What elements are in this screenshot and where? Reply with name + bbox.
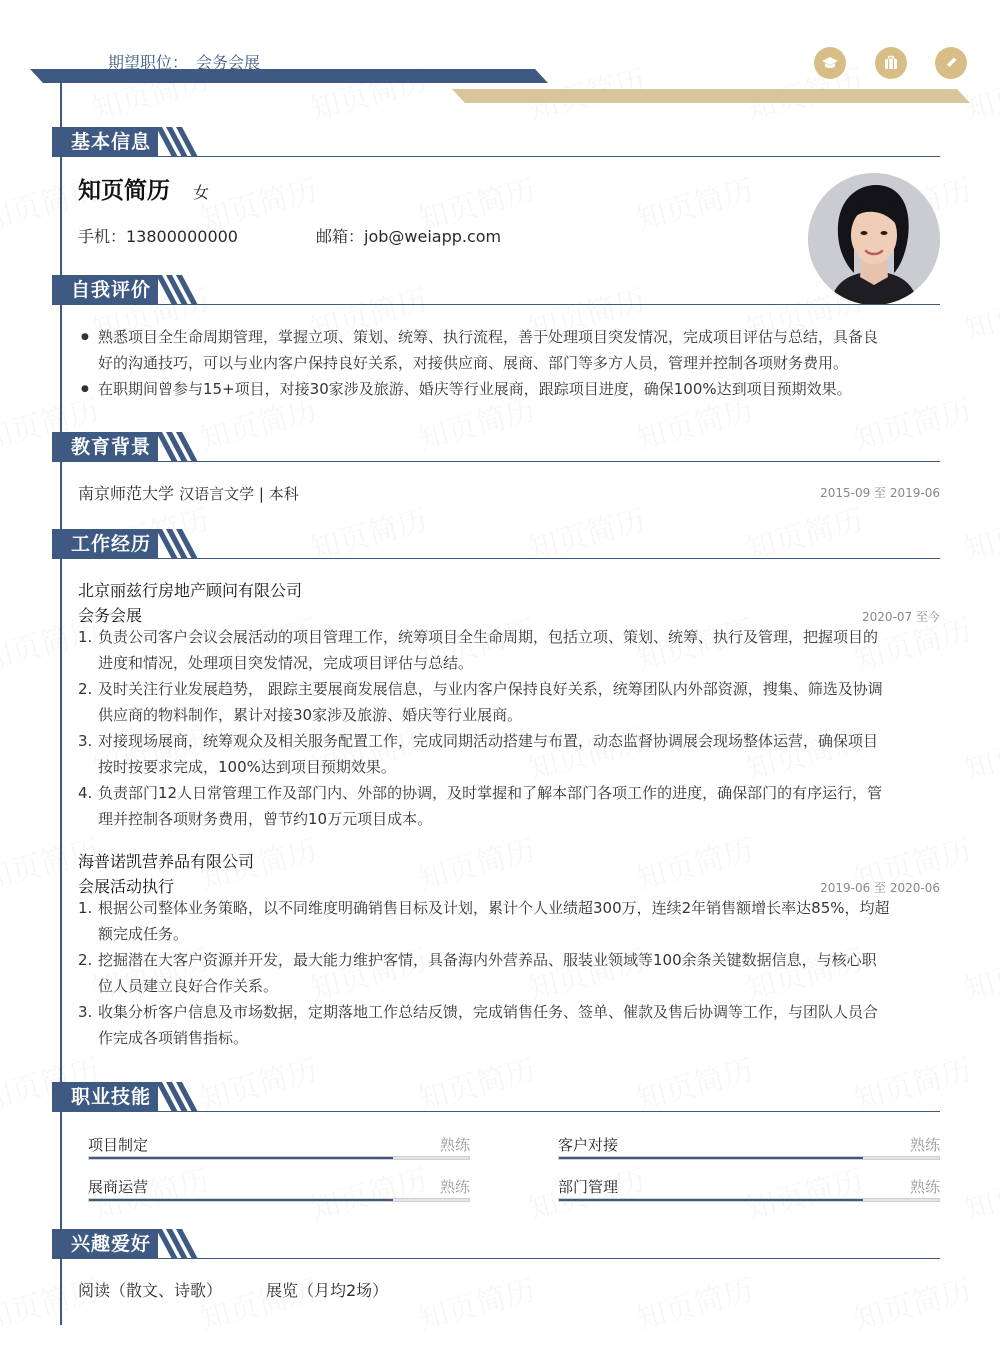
section-education xyxy=(52,432,940,462)
job-duty-item xyxy=(78,624,940,676)
section-hobbies xyxy=(52,1229,940,1259)
duty-line: 及时关注行业发展趋势， 跟踪主要展商发展信息，与业内客户保持良好关系，统筹团队内外部资源，搜集、筛选及协调 xyxy=(98,680,883,698)
skill-bar-fill xyxy=(559,1199,863,1201)
watermark-text xyxy=(630,825,757,899)
duty-line: 进度和情况，处理项目突发情况，完成项目评估与总结。 xyxy=(98,654,474,672)
section-divider xyxy=(52,156,940,157)
job-date: 2019-06 至 2020-06 xyxy=(820,881,940,895)
duty-line: 作完成各项销售指标。 xyxy=(98,1029,249,1047)
duty-number: 3. xyxy=(78,1003,93,1021)
section-self-evaluation xyxy=(52,275,940,305)
job-duty-item xyxy=(78,999,940,1051)
duty-line: 负责公司客户会议会展活动的项目管理工作，统筹项目全生命周期，包括立项、策划、统筹、执行及管理，把握项目的 xyxy=(98,628,879,646)
watermark-text xyxy=(958,1155,1000,1229)
target-position-label: 期望职位： xyxy=(108,53,189,72)
major-degree: 汉语言文学 | 本科 xyxy=(179,485,299,503)
section-title: 自我评价 xyxy=(52,275,158,305)
section-title: 教育背景 xyxy=(52,432,158,462)
hobby-item: 展览（月均2场） xyxy=(266,1281,389,1300)
watermark-text xyxy=(958,275,1000,349)
watermark-text xyxy=(848,1265,975,1339)
skill-level: 熟练 xyxy=(439,1136,470,1154)
skill-name: 展商运营 xyxy=(88,1178,149,1196)
target-position xyxy=(108,50,268,73)
email-address[interactable]: 邮箱：job@weiapp.com xyxy=(316,227,502,246)
skill-bar xyxy=(88,1156,470,1160)
company-name: 海普诺凯营养品有限公司 xyxy=(78,852,255,871)
watermark-text xyxy=(958,715,1000,789)
education-date: 2015-09 至 2019-06 xyxy=(820,486,940,500)
section-basic-info xyxy=(52,127,940,157)
skill-bar xyxy=(88,1198,470,1202)
company-name: 北京丽兹行房地产顾问有限公司 xyxy=(78,581,303,600)
job-duty-item xyxy=(78,728,940,780)
job-duties-list xyxy=(78,624,940,832)
self-evaluation-list xyxy=(78,324,940,402)
skill-item xyxy=(558,1176,940,1202)
watermark-text xyxy=(630,165,757,239)
duty-number: 2. xyxy=(78,680,93,698)
section-title: 兴趣爱好 xyxy=(52,1229,158,1259)
banner-stripe-tan xyxy=(452,89,970,103)
skill-level: 熟练 xyxy=(909,1136,940,1154)
self-evaluation-item xyxy=(78,376,940,402)
duty-line: 负责部门12人日常管理工作及部门内、外部的协调，及时掌握和了解本部门各项工作的进度，确保部门的有序运行，管 xyxy=(98,784,883,802)
skill-item xyxy=(88,1176,470,1202)
job-role: 会展活动执行 xyxy=(78,877,175,896)
duty-line: 挖掘潜在大客户资源并开发，最大能力维护客情，具备海内外营养品、服装业领域等100余条关键数据信息，与核心职 xyxy=(98,951,877,969)
job-role: 会务会展 xyxy=(78,606,143,625)
self-evaluation-item xyxy=(78,324,940,376)
graduation-cap-icon[interactable] xyxy=(814,47,846,79)
pen-icon[interactable] xyxy=(935,47,967,79)
self-evaluation-line: 好的沟通技巧，可以与业内客户保持良好关系，对接供应商、展商、部门等多方人员，管理并控制各项财务费用。 xyxy=(98,354,849,372)
job-duty-item xyxy=(78,676,940,728)
skill-name: 项目制定 xyxy=(88,1136,149,1154)
skill-bar-fill xyxy=(559,1157,863,1159)
section-work-experience xyxy=(52,529,940,559)
school-name: 南京师范大学 xyxy=(78,484,175,503)
skill-name: 客户对接 xyxy=(558,1136,619,1154)
duty-line: 根据公司整体业务策略，以不同维度明确销售目标及计划，累计个人业绩超300万，连续2年销售额增长率达85%，均超 xyxy=(98,899,890,917)
education-entry xyxy=(78,481,299,507)
duty-number: 3. xyxy=(78,732,93,750)
skill-item xyxy=(88,1134,470,1160)
skill-item xyxy=(558,1134,940,1160)
duty-number: 4. xyxy=(78,784,93,802)
section-title: 工作经历 xyxy=(52,529,158,559)
duty-line: 理并控制各项财务费用，曾节约10万元项目成本。 xyxy=(98,810,433,828)
duty-number: 1. xyxy=(78,628,93,646)
duty-line: 按时按要求完成，100%达到项目预期效果。 xyxy=(98,758,396,776)
duty-line: 位人员建立良好合作关系。 xyxy=(98,977,279,995)
target-position-value: 会务会展 xyxy=(196,53,261,72)
watermark-text xyxy=(958,935,1000,1009)
section-divider xyxy=(52,558,940,559)
job-duties-list xyxy=(78,895,940,1051)
duty-line: 额完成任务。 xyxy=(98,925,189,943)
skill-bar xyxy=(558,1156,940,1160)
duty-number: 2. xyxy=(78,951,93,969)
job-duty-item xyxy=(78,895,940,947)
skill-level: 熟练 xyxy=(439,1178,470,1196)
watermark-text xyxy=(412,825,539,899)
duty-number: 1. xyxy=(78,899,93,917)
duty-line: 收集分析客户信息及市场数据，定期落地工作总结反馈，完成销售任务、签单、催款及售后协调等工作，与团队人员合 xyxy=(98,1003,879,1021)
section-title: 基本信息 xyxy=(52,127,158,157)
section-skills xyxy=(52,1082,940,1112)
watermark-text xyxy=(630,1265,757,1339)
section-divider xyxy=(52,461,940,462)
skill-level: 熟练 xyxy=(909,1178,940,1196)
left-vertical-rule xyxy=(60,80,62,1325)
candidate-name: 知页简历 xyxy=(78,178,170,204)
duty-line: 供应商的物料制作，累计对接30家涉及旅游、婚庆等行业展商。 xyxy=(98,706,523,724)
skill-name: 部门管理 xyxy=(558,1178,619,1196)
section-divider xyxy=(52,304,940,305)
job-date: 2020-07 至今 xyxy=(862,610,940,624)
candidate-gender: 女 xyxy=(193,183,210,202)
section-title: 职业技能 xyxy=(52,1082,158,1112)
briefcase-icon[interactable] xyxy=(875,47,907,79)
duty-line: 对接现场展商，统筹观众及相关服务配置工作，完成同期活动搭建与布置，动态监督协调展会现场整体运营，确保项目 xyxy=(98,732,879,750)
watermark-text xyxy=(958,495,1000,569)
watermark-text xyxy=(304,55,431,129)
hobby-item: 阅读（散文、诗歌） xyxy=(78,1281,223,1300)
skill-bar-fill xyxy=(89,1157,393,1159)
job-duty-item xyxy=(78,947,940,999)
section-divider xyxy=(52,1111,940,1112)
watermark-text xyxy=(412,1265,539,1339)
phone-number: 手机：13800000000 xyxy=(78,227,238,246)
skill-bar xyxy=(558,1198,940,1202)
skill-bar-fill xyxy=(89,1199,393,1201)
section-divider xyxy=(52,1258,940,1259)
self-evaluation-line: ● 熟悉项目全生命周期管理，掌握立项、策划、统筹、执行流程，善于处理项目突发情况，完成项目评估与总结，具备良 xyxy=(98,328,879,346)
job-duty-item xyxy=(78,780,940,832)
self-evaluation-line: ● 在职期间曾参与15+项目，对接30家涉及旅游、婚庆等行业展商，跟踪项目进度，确保100%达到项目预期效果。 xyxy=(98,380,852,398)
